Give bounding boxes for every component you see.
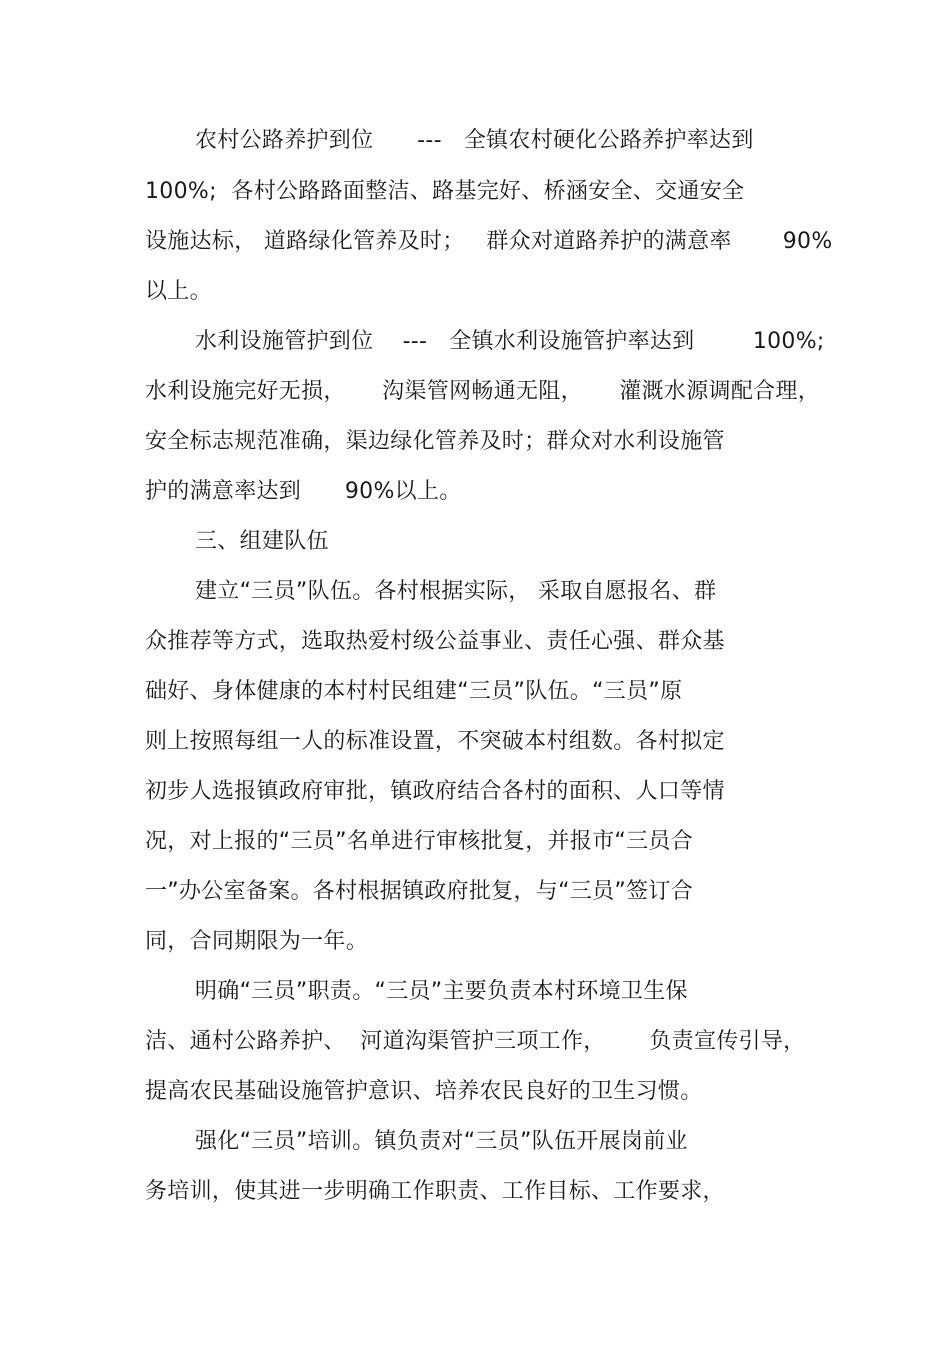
text-line: 初步人选报镇政府审批，镇政府结合各村的面积、人口等情 <box>145 779 725 804</box>
text-line: 农村公路养护到位 --- 全镇农村硬化公路养护率达到 <box>195 128 754 153</box>
text-line: 一”办公室备案。各村根据镇政府批复，与“三员”签订合 <box>145 879 693 904</box>
text-line: 洁、通村公路养护、 河道沟渠管护三项工作， 负责宣传引导， <box>145 1029 806 1054</box>
text-line: 则上按照每组一人的标准设置，不突破本村组数。各村拟定 <box>145 729 725 754</box>
text-line: 100%; 各村公路路面整洁、路基完好、桥涵安全、交通安全 <box>145 179 745 204</box>
text-line: 同，合同期限为一年。 <box>145 929 369 954</box>
text-line: 众推荐等方式，选取热爱村级公益事业、责任心强、群众基 <box>145 629 725 654</box>
text-line: 建立“三员”队伍。各村根据实际， 采取自愿报名、群 <box>195 579 717 604</box>
text-line: 护的满意率达到 90%以上。 <box>145 479 462 504</box>
text-line: 以上。 <box>145 279 212 304</box>
text-line: 提高农民基础设施管护意识、培养农民良好的卫生习惯。 <box>145 1079 703 1104</box>
text-line: 设施达标， 道路绿化管养及时； 群众对道路养护的满意率 90% <box>145 229 833 254</box>
text-line: 明确“三员”职责。“三员”主要负责本村环境卫生保 <box>195 979 688 1004</box>
text-line: 强化“三员”培训。镇负责对“三员”队伍开展岗前业 <box>195 1129 688 1154</box>
text-line: 水利设施完好无损， 沟渠管网畅通无阻， 灌溉水源调配合理， <box>145 379 821 404</box>
section-heading: 三、组建队伍 <box>195 529 329 554</box>
text-line: 安全标志规范准确，渠边绿化管养及时；群众对水利设施管 <box>145 429 725 454</box>
text-line: 务培训，使其进一步明确工作职责、工作目标、工作要求， <box>145 1179 725 1204</box>
text-line: 况，对上报的“三员”名单进行审核批复，并报市“三员合 <box>145 829 693 854</box>
text-line: 水利设施管护到位 --- 全镇水利设施管护率达到 100%; <box>195 329 825 354</box>
text-line: 础好、身体健康的本村村民组建“三员”队伍。“三员”原 <box>145 679 683 704</box>
